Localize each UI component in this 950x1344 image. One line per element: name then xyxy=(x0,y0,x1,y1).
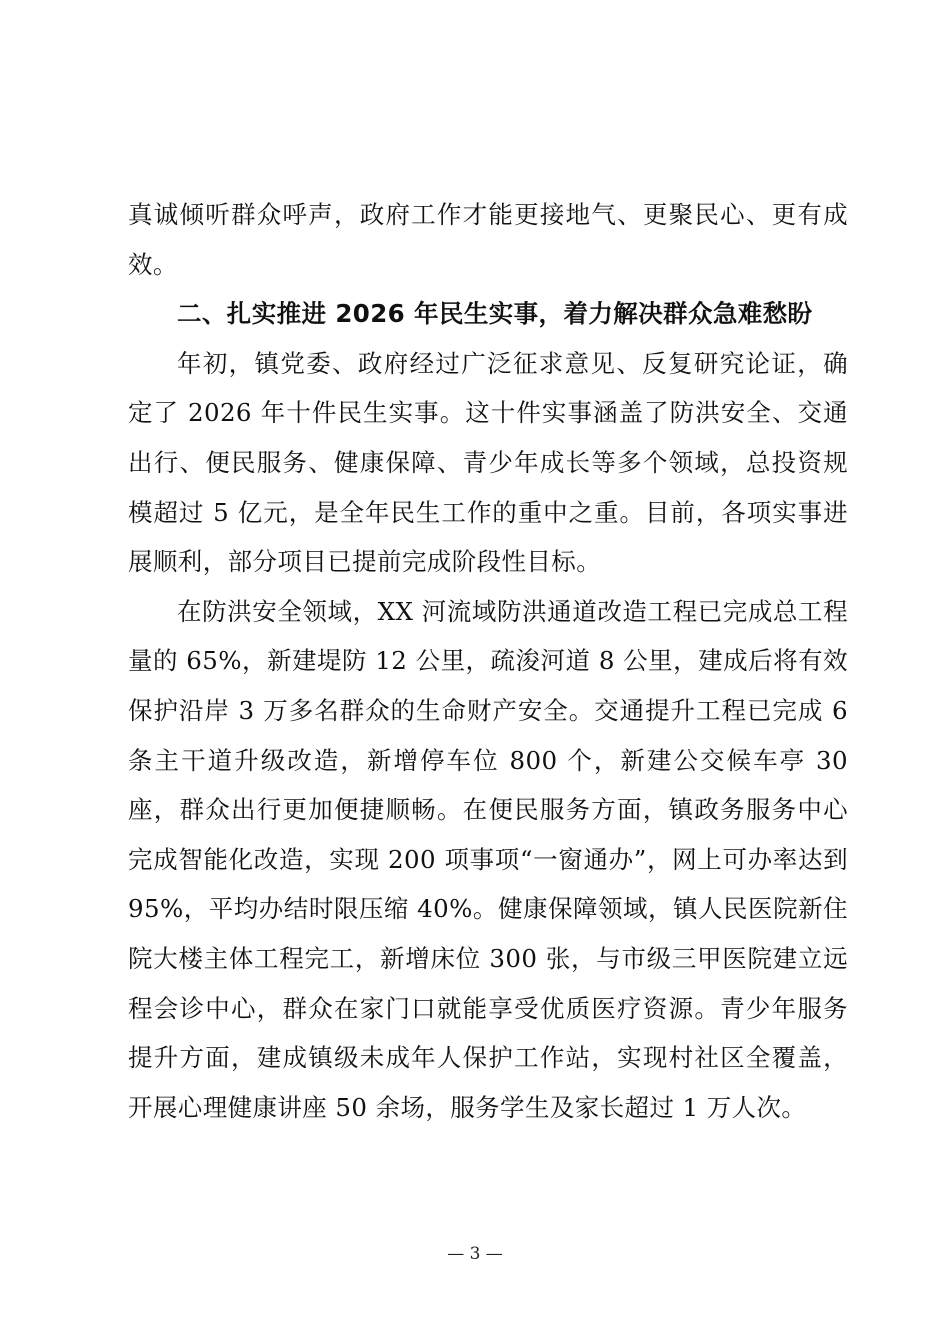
paragraph-progress-details: 在防洪安全领域，XX 河流域防洪通道改造工程已完成总工程量的 65%，新建堤防 12 公里，疏浚河道 8 公里，建成后将有效保护沿岸 3 万多名群众的生命财产安全。交通提升工程已完成 6 条主干道升级改造，新增停车位 800 个，新建公交候车亭 30 座，群众出行更加便捷顺畅。在便民服务方面，镇政务服务中心完成智能化改造，实现 200 项事项“一窗通办”，网上可办率达到 95%，平均办结时限压缩 40%。健康保障领域，镇人民医院新住院大楼主体工程完工，新增床位 300 张，与市级三甲医院建立远程会诊中心，群众在家门口就能享受优质医疗资源。青少年服务提升方面，建成镇级未成年人保护工作站，实现村社区全覆盖，开展心理健康讲座 50 余场，服务学生及家长超过 1 万人次。 xyxy=(128,596,848,1122)
document-body xyxy=(128,190,848,1132)
paragraph-overview: 年初，镇党委、政府经过广泛征求意见、反复研究论证，确定了 2026 年十件民生实事。这十件实事涵盖了防洪安全、交通出行、便民服务、健康保障、青少年成长等多个领域，总投资规模超过 5 亿元，是全年民生工作的重中之重。目前，各项实事进展顺利，部分项目已提前完成阶段性目标。 xyxy=(128,348,848,577)
page-number: — 3 — xyxy=(447,1244,503,1264)
section-heading: 二、扎实推进 2026 年民生实事，着力解决群众急难愁盼 xyxy=(177,299,813,329)
paragraph-continuation: 真诚倾听群众呼声，政府工作才能更接地气、更聚民心、更有成效。 xyxy=(128,200,848,279)
